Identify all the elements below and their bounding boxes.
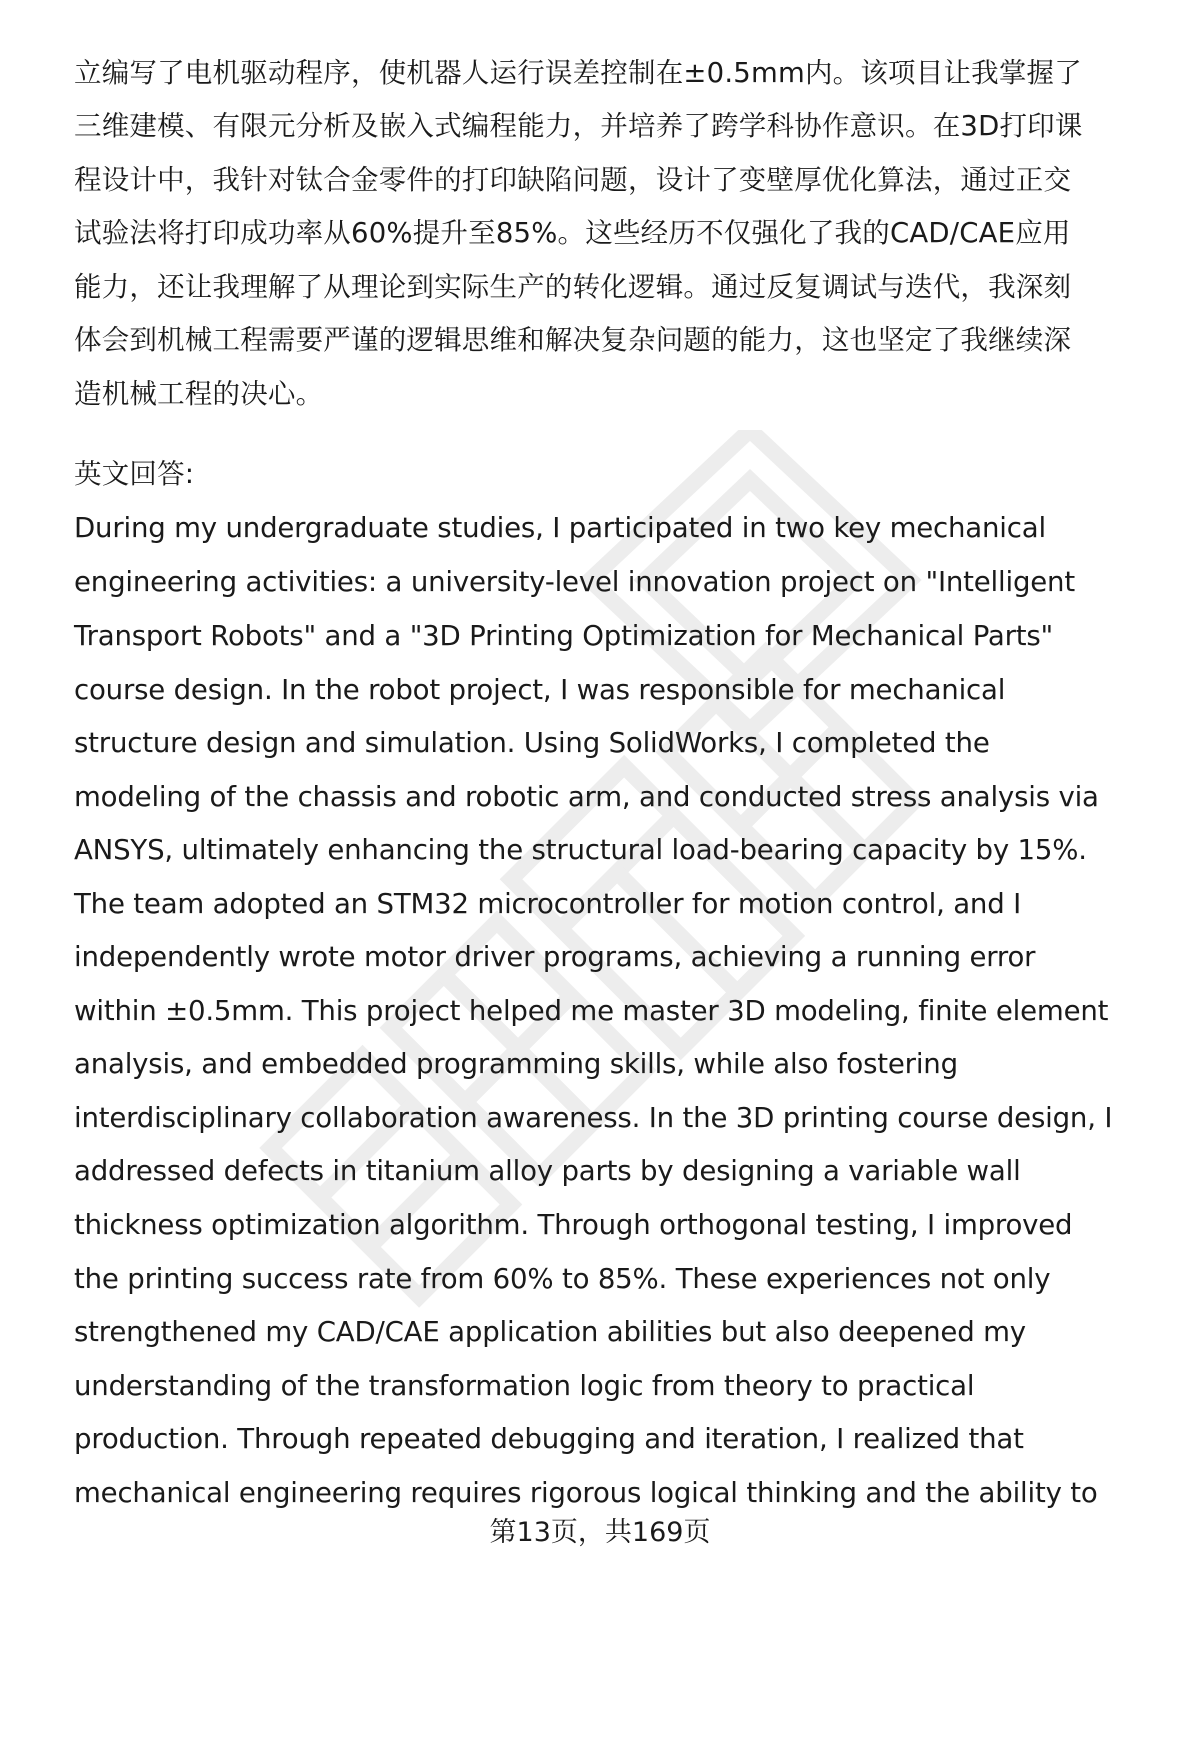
en-paragraph-line: During my undergraduate studies, I participated in two key mechanical (74, 511, 1046, 544)
en-paragraph-line: structure design and simulation. Using SolidWorks, I completed the (74, 726, 990, 759)
en-paragraph-line: addressed defects in titanium alloy parts by designing a variable wall (74, 1154, 1021, 1187)
en-paragraph-line: The team adopted an STM32 microcontroller for motion control, and I (74, 887, 1022, 920)
en-paragraph-line: thickness optimization algorithm. Through orthogonal testing, I improved (74, 1208, 1073, 1241)
cn-paragraph-line: 体会到机械工程需要严谨的逻辑思维和解决复杂问题的能力，这也坚定了我继续深 (74, 324, 1072, 356)
en-paragraph-line: interdisciplinary collaboration awareness. In the 3D printing course design, I (74, 1101, 1113, 1134)
cn-paragraph-line: 造机械工程的决心。 (74, 378, 324, 410)
en-paragraph-line: ANSYS, ultimately enhancing the structural load-bearing capacity by 15%. (74, 833, 1087, 866)
en-paragraph-line: production. Through repeated debugging and iteration, I realized that (74, 1422, 1024, 1455)
en-paragraph-line: within ±0.5mm. This project helped me master 3D modeling, finite element (74, 994, 1109, 1027)
en-paragraph-line: strengthened my CAD/CAE application abilities but also deepened my (74, 1315, 1026, 1348)
en-paragraph-line: analysis, and embedded programming skills, while also fostering (74, 1047, 958, 1080)
cn-paragraph-line: 试验法将打印成功率从60%提升至85%。这些经历不仅强化了我的CAD/CAE应用 (74, 217, 1071, 249)
page-number-footer: 第13页，共169页 (489, 1517, 711, 1548)
en-paragraph-line: Transport Robots" and a "3D Printing Optimization for Mechanical Parts" (74, 619, 1054, 652)
cn-paragraph-line: 能力，还让我理解了从理论到实际生产的转化逻辑。通过反复调试与迭代，我深刻 (74, 271, 1072, 303)
en-paragraph-line: mechanical engineering requires rigorous logical thinking and the ability to (74, 1476, 1098, 1509)
en-paragraph-line: the printing success rate from 60% to 85%. These experiences not only (74, 1262, 1051, 1295)
cn-paragraph-line: 三维建模、有限元分析及嵌入式编程能力，并培养了跨学科协作意识。在3D打印课 (74, 110, 1083, 142)
en-paragraph-line: course design. In the robot project, I was responsible for mechanical (74, 673, 1006, 706)
en-paragraph-line: independently wrote motor driver programs, achieving a running error (74, 940, 1036, 973)
cn-paragraph-line: 立编写了电机驱动程序，使机器人运行误差控制在±0.5mm内。该项目让我掌握了 (74, 57, 1082, 89)
en-paragraph-line: engineering activities: a university-level innovation project on "Intelligent (74, 565, 1075, 598)
cn-paragraph-line: 程设计中，我针对钛合金零件的打印缺陷问题，设计了变壁厚优化算法，通过正交 (74, 164, 1072, 196)
english-answer-heading: 英文回答: (74, 458, 195, 490)
en-paragraph-line: modeling of the chassis and robotic arm, and conducted stress analysis via (74, 780, 1099, 813)
en-paragraph-line: understanding of the transformation logic from theory to practical (74, 1369, 975, 1402)
